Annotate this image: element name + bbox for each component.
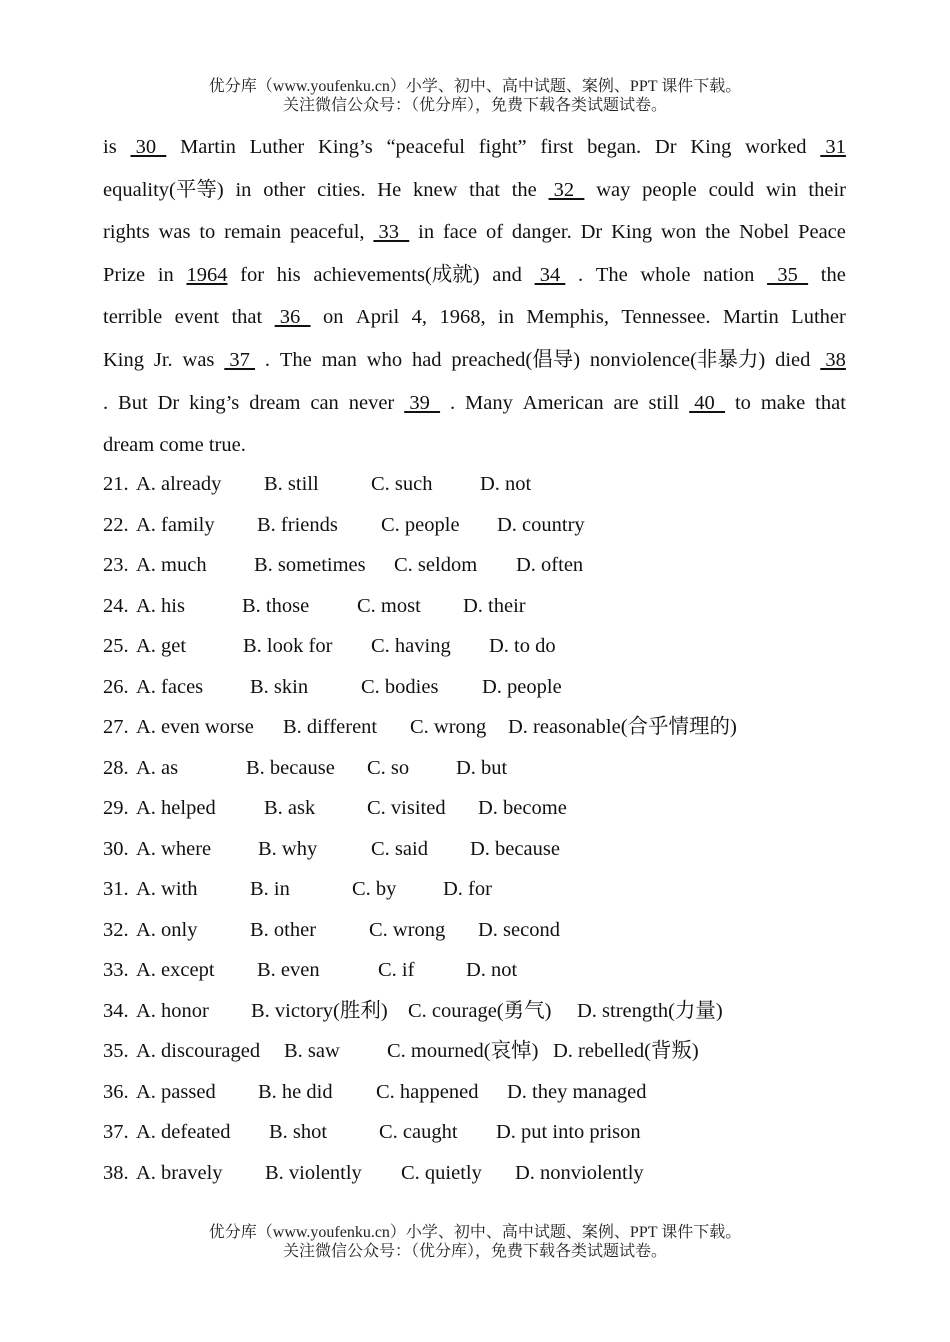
passage-word: of — [485, 221, 504, 244]
answer-blank: 40 — [689, 391, 726, 414]
passage-word: nonviolence(非暴力) — [589, 348, 766, 371]
passage-word: King’s — [318, 136, 373, 158]
option-b: B. ask — [264, 797, 316, 819]
question-number: 22. — [103, 513, 129, 536]
footer-line-2: 关注微信公众号：（优分库），免费下载各类试题试卷。 — [282, 1243, 667, 1260]
passage-word: had — [411, 348, 442, 371]
passage-word: 4, — [411, 306, 428, 329]
passage-word: man — [321, 348, 357, 371]
option-a: A. passed — [136, 1080, 216, 1103]
passage-word: win — [765, 178, 797, 201]
question-number: 35. — [103, 1040, 129, 1062]
passage-word: can — [310, 391, 339, 414]
question-number: 38. — [103, 1161, 129, 1184]
option-a: A. as — [136, 756, 179, 779]
question-number: 36. — [103, 1080, 129, 1103]
passage-word: for — [240, 263, 265, 286]
passage-word: rights — [103, 221, 150, 244]
passage-word: . — [103, 391, 109, 414]
option-d: D. but — [456, 756, 508, 779]
option-c: C. said — [371, 837, 428, 860]
passage-word: knew — [412, 178, 458, 201]
passage-word: Martin — [180, 136, 236, 158]
option-b: B. why — [258, 837, 318, 860]
option-d: D. they managed — [507, 1080, 647, 1103]
header-line-1: 优分库（www.youfenku.cn）小学、初中、高中试题、案例、PPT 课件下载。 — [208, 78, 742, 95]
option-c: C. seldom — [394, 554, 478, 576]
question-number: 21. — [103, 473, 129, 495]
option-d: D. country — [497, 513, 585, 536]
passage-word: their — [808, 178, 846, 201]
passage-word: April — [355, 306, 400, 329]
option-b: B. still — [264, 473, 319, 495]
answer-blank: 33 — [373, 221, 410, 244]
passage-word: way — [596, 178, 631, 201]
passage-word: Tennessee. — [621, 306, 711, 329]
passage-word: his — [276, 263, 301, 286]
question-row — [103, 950, 863, 991]
passage-word: dream — [249, 391, 301, 414]
option-d: D. for — [443, 878, 492, 900]
option-a: A. get — [136, 635, 187, 657]
passage-word: still — [648, 391, 680, 414]
option-a: A. much — [136, 554, 207, 576]
option-b: B. because — [246, 756, 335, 779]
option-c: C. courage(勇气) — [408, 999, 552, 1022]
answer-blank: 1964 — [186, 263, 228, 286]
passage-word: Luther — [791, 306, 846, 329]
passage-word: The — [595, 263, 628, 286]
passage-word: King — [690, 136, 732, 158]
question-number: 26. — [103, 675, 129, 698]
passage-word: But — [118, 391, 148, 414]
passage-word: whole — [640, 263, 691, 286]
answer-blank: 31 — [820, 136, 846, 158]
passage-word: “peaceful — [386, 136, 465, 158]
question-row — [103, 748, 863, 789]
passage-word: danger. — [511, 221, 572, 244]
question-number: 37. — [103, 1121, 129, 1143]
answer-options — [103, 464, 863, 1193]
option-a: A. even worse — [136, 716, 254, 738]
question-number: 31. — [103, 878, 129, 900]
passage-word: 1968, — [439, 306, 486, 329]
passage-word: nation — [703, 263, 755, 286]
option-b: B. sometimes — [254, 554, 366, 576]
option-a: A. helped — [136, 797, 216, 819]
passage-word: face — [442, 221, 478, 244]
passage-word: that — [469, 178, 500, 201]
passage-word: peaceful, — [289, 221, 365, 244]
answer-blank: 32 — [548, 178, 585, 201]
option-d: D. to do — [489, 635, 556, 657]
option-a: A. only — [136, 918, 198, 941]
passage-word: cities. — [317, 178, 366, 201]
passage-word: in — [235, 178, 252, 201]
footer-line-1: 优分库（www.youfenku.cn）小学、初中、高中试题、案例、PPT 课件下载。 — [208, 1224, 742, 1241]
option-d: D. often — [516, 554, 584, 576]
passage-word: . — [264, 348, 271, 371]
passage-word: who — [366, 348, 403, 371]
option-a: A. honor — [136, 999, 209, 1022]
passage-word: other — [263, 178, 306, 201]
passage-word: and — [492, 263, 522, 286]
option-c: C. bodies — [361, 675, 439, 698]
option-d: D. second — [478, 918, 560, 941]
passage-word: King — [103, 348, 144, 371]
option-b: B. victory(胜利) — [251, 999, 388, 1022]
option-b: B. different — [283, 716, 378, 738]
passage-word: king’s — [189, 391, 240, 414]
passage-word: Nobel — [739, 221, 790, 244]
page-header — [0, 77, 950, 115]
passage-line — [103, 126, 846, 169]
option-a: A. bravely — [136, 1161, 223, 1184]
passage-word: event — [174, 306, 220, 329]
option-b: B. friends — [257, 513, 338, 536]
option-a: A. already — [136, 473, 222, 495]
question-row — [103, 505, 863, 546]
question-number: 34. — [103, 999, 129, 1022]
passage-word: won — [660, 221, 697, 244]
question-row — [103, 829, 863, 870]
question-row — [103, 1031, 863, 1072]
option-c: C. wrong — [410, 716, 487, 738]
passage-word: . — [578, 263, 584, 286]
passage-word: Peace — [798, 221, 846, 244]
option-b: B. other — [250, 918, 317, 941]
option-d: D. rebelled(背叛) — [553, 1040, 699, 1062]
passage-word: Prize — [103, 263, 146, 286]
passage-word: is — [103, 136, 117, 158]
option-b: B. shot — [269, 1121, 328, 1143]
question-row — [103, 869, 863, 910]
passage-word: dream come true. — [103, 434, 246, 457]
passage-word: . — [449, 391, 456, 414]
passage-word: make — [760, 391, 806, 414]
passage-word: first — [540, 136, 574, 158]
option-d: D. become — [478, 797, 567, 819]
option-b: B. he did — [258, 1080, 333, 1103]
question-row — [103, 910, 863, 951]
passage-word: He — [377, 178, 402, 201]
question-number: 27. — [103, 716, 129, 738]
passage-word: people — [642, 178, 697, 201]
option-a: A. except — [136, 959, 215, 981]
option-c: C. happened — [376, 1080, 479, 1103]
question-row — [103, 586, 863, 627]
passage-line — [103, 211, 846, 254]
passage-word: was — [158, 221, 191, 244]
passage-word: the — [705, 221, 731, 244]
option-c: C. visited — [367, 797, 446, 819]
option-b: B. skin — [250, 675, 309, 698]
option-c: C. most — [357, 594, 421, 617]
option-a: A. his — [136, 594, 185, 617]
header-line-2: 关注微信公众号：（优分库），免费下载各类试题试卷。 — [282, 97, 667, 114]
option-a: A. family — [136, 513, 215, 536]
passage-word: Jr. — [153, 348, 173, 371]
passage-word: died — [775, 348, 811, 371]
passage-word: American — [522, 391, 604, 414]
passage-line — [103, 339, 846, 382]
option-d: D. put into prison — [496, 1121, 641, 1143]
option-b: B. violently — [265, 1161, 362, 1184]
option-d: D. reasonable(合乎情理的) — [508, 716, 737, 738]
passage-word: achievements(成就) — [313, 263, 480, 286]
passage-word: in — [498, 306, 514, 329]
option-b: B. in — [250, 878, 290, 900]
passage-word: fight” — [478, 136, 527, 158]
option-a: A. defeated — [136, 1121, 231, 1143]
option-b: B. look for — [243, 635, 333, 657]
answer-blank: 30 — [130, 136, 167, 158]
question-number: 23. — [103, 554, 129, 576]
option-b: B. even — [257, 959, 320, 981]
passage-word: Luther — [249, 136, 305, 158]
answer-blank: 36 — [274, 306, 311, 329]
option-d: D. their — [463, 594, 526, 617]
option-a: A. discouraged — [136, 1040, 261, 1062]
passage-word: Dr — [580, 221, 603, 244]
passage-line — [103, 296, 846, 339]
question-number: 24. — [103, 594, 129, 617]
question-number: 28. — [103, 756, 129, 779]
question-number: 30. — [103, 837, 129, 860]
question-row — [103, 1112, 863, 1153]
answer-blank: 35 — [767, 263, 809, 286]
question-row — [103, 1153, 863, 1194]
option-b: B. saw — [284, 1040, 340, 1062]
passage-word: could — [708, 178, 755, 201]
option-b: B. those — [242, 594, 310, 617]
passage-word: Martin — [722, 306, 779, 329]
option-c: C. by — [352, 878, 397, 900]
passage-word: equality(平等) — [103, 178, 224, 201]
passage-word: The — [279, 348, 312, 371]
option-c: C. caught — [379, 1121, 458, 1143]
option-d: D. people — [482, 675, 562, 698]
passage-word: to — [199, 221, 216, 244]
passage-word: in — [418, 221, 435, 244]
question-number: 25. — [103, 635, 129, 657]
passage-line — [103, 254, 846, 297]
question-number: 33. — [103, 959, 129, 981]
passage-word: are — [613, 391, 639, 414]
passage-word: Many — [465, 391, 513, 414]
option-a: A. faces — [136, 675, 204, 698]
option-a: A. with — [136, 878, 198, 900]
passage-word: Memphis, — [526, 306, 609, 329]
passage-word: preached(倡导) — [451, 348, 581, 371]
question-row — [103, 991, 863, 1032]
answer-blank: 38 — [820, 348, 846, 371]
cloze-passage — [103, 126, 846, 467]
option-c: C. wrong — [369, 918, 446, 941]
passage-word: worked — [745, 136, 807, 158]
option-c: C. people — [381, 513, 460, 536]
passage-word: terrible — [103, 306, 163, 329]
option-c: C. such — [371, 473, 433, 495]
question-row — [103, 626, 863, 667]
passage-word: remain — [224, 221, 282, 244]
question-row — [103, 464, 863, 505]
passage-word: on — [322, 306, 344, 329]
page-footer — [0, 1223, 950, 1261]
question-number: 32. — [103, 918, 129, 941]
question-row — [103, 545, 863, 586]
passage-word: was — [182, 348, 215, 371]
option-d: D. not — [466, 959, 518, 981]
option-d: D. not — [480, 473, 532, 495]
passage-word: the — [820, 263, 846, 286]
passage-line — [103, 169, 846, 212]
option-c: C. having — [371, 635, 451, 657]
option-d: D. nonviolently — [515, 1161, 644, 1184]
passage-word: began. — [587, 136, 642, 158]
passage-word: King — [611, 221, 653, 244]
passage-word: the — [511, 178, 537, 201]
option-d: D. strength(力量) — [577, 999, 723, 1022]
answer-blank: 37 — [224, 348, 256, 371]
option-c: C. quietly — [401, 1161, 482, 1184]
question-row — [103, 788, 863, 829]
answer-blank: 34 — [534, 263, 566, 286]
passage-word: that — [815, 391, 846, 414]
passage-line — [103, 424, 846, 467]
passage-word: that — [231, 306, 263, 329]
passage-word: to — [734, 391, 751, 414]
question-row — [103, 707, 863, 748]
option-a: A. where — [136, 837, 212, 860]
option-c: C. mourned(哀悼) — [387, 1040, 539, 1062]
passage-word: never — [348, 391, 395, 414]
option-c: C. so — [367, 756, 410, 779]
option-c: C. if — [378, 959, 415, 981]
answer-blank: 39 — [404, 391, 441, 414]
passage-line — [103, 382, 846, 425]
question-number: 29. — [103, 797, 129, 819]
question-row — [103, 1072, 863, 1113]
passage-word: Dr — [157, 391, 180, 414]
passage-word: in — [157, 263, 174, 286]
option-d: D. because — [470, 837, 560, 860]
question-row — [103, 667, 863, 708]
passage-word: Dr — [654, 136, 677, 158]
